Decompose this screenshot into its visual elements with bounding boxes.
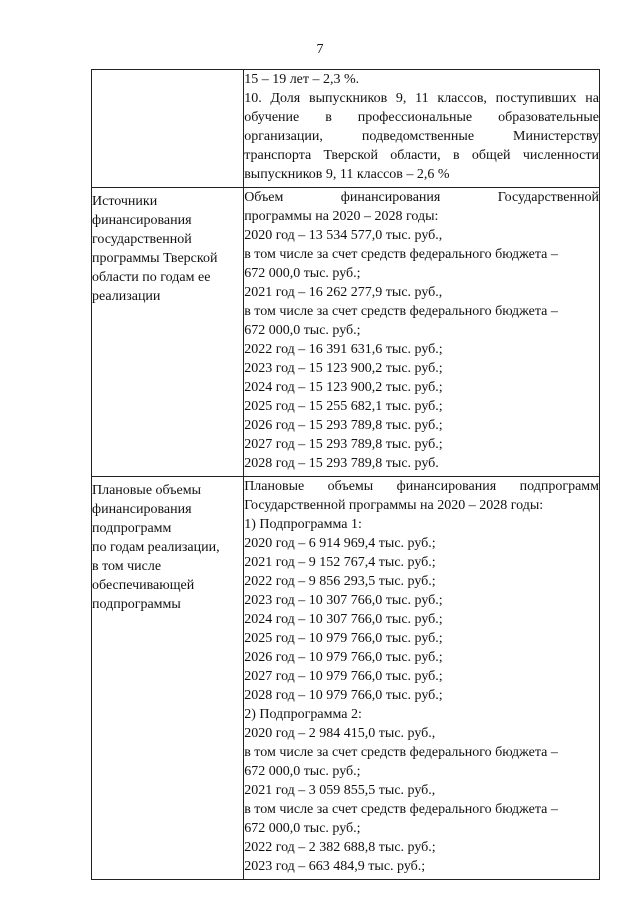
content-line: выпускников 9, 11 классов – 2,6 % xyxy=(244,167,450,182)
content-line: 2020 год – 2 984 415,0 тыс. руб., xyxy=(244,726,436,741)
content-line: 2027 год – 15 293 789,8 тыс. руб.; xyxy=(244,437,443,452)
content-line: 2021 год – 16 262 277,9 тыс. руб., xyxy=(244,285,443,300)
content-line: 672 000,0 тыс. руб.; xyxy=(244,323,361,338)
content-line: в том числе за счет средств федерального бюджета – xyxy=(244,745,558,760)
label-line: реализации xyxy=(92,289,161,304)
content-line: 2024 год – 15 123 900,2 тыс. руб.; xyxy=(244,380,443,395)
content-line: 2023 год – 10 307 766,0 тыс. руб.; xyxy=(244,593,443,608)
content-line: 672 000,0 тыс. руб.; xyxy=(244,266,361,281)
content-line: Объем финансирования Государственной xyxy=(244,190,599,205)
content-line: 1) Подпрограмма 1: xyxy=(244,517,362,532)
row-label-cell xyxy=(92,70,244,188)
content-line: Государственной программы на 2020 – 2028 годы: xyxy=(244,498,544,513)
content-line: в том числе за счет средств федерального бюджета – xyxy=(244,247,558,262)
program-passport-table xyxy=(91,69,600,880)
label-line: по годам реализации, xyxy=(92,540,220,555)
content-line: организации, подведомственные Министерству xyxy=(244,129,599,144)
content-line: 2023 год – 663 484,9 тыс. руб.; xyxy=(244,859,426,874)
content-line: 15 – 19 лет – 2,3 %. xyxy=(244,72,360,87)
content-line: 2024 год – 10 307 766,0 тыс. руб.; xyxy=(244,612,443,627)
label-line: финансирования xyxy=(92,213,192,228)
row-content-cell xyxy=(244,477,600,880)
label-line: в том числе xyxy=(92,559,162,574)
label-line: подпрограмм xyxy=(92,521,172,536)
row-content-cell xyxy=(244,70,600,188)
content-line: в том числе за счет средств федерального бюджета – xyxy=(244,802,558,817)
label-line: Плановые объемы xyxy=(92,483,202,498)
content-line: 2026 год – 10 979 766,0 тыс. руб.; xyxy=(244,650,443,665)
content-line: 2027 год – 10 979 766,0 тыс. руб.; xyxy=(244,669,443,684)
row-content-cell xyxy=(244,188,600,477)
content-line: программы на 2020 – 2028 годы: xyxy=(244,209,439,224)
content-line: 2022 год – 2 382 688,8 тыс. руб.; xyxy=(244,840,436,855)
content-line: 2021 год – 3 059 855,5 тыс. руб., xyxy=(244,783,436,798)
content-line: 2025 год – 10 979 766,0 тыс. руб.; xyxy=(244,631,443,646)
content-line: транспорта Тверской области, в общей численности xyxy=(244,148,599,163)
content-line: 2028 год – 10 979 766,0 тыс. руб.; xyxy=(244,688,443,703)
table-body xyxy=(92,70,600,880)
table-row-indicators xyxy=(92,70,600,188)
content-line: 10. Доля выпускников 9, 11 классов, поступивших на xyxy=(244,91,599,106)
label-line: Источники xyxy=(92,194,158,209)
content-line: 2028 год – 15 293 789,8 тыс. руб. xyxy=(244,456,439,471)
label-line: государственной xyxy=(92,232,192,247)
row-label-cell xyxy=(92,477,244,880)
table-row-subprogram-funding xyxy=(92,477,600,880)
table-row-funding-sources xyxy=(92,188,600,477)
content-line: 2022 год – 9 856 293,5 тыс. руб.; xyxy=(244,574,436,589)
content-line: Плановые объемы финансирования подпрограмм xyxy=(244,479,599,494)
content-line: 2023 год – 15 123 900,2 тыс. руб.; xyxy=(244,361,443,376)
row-label-cell xyxy=(92,188,244,477)
page-number: 7 xyxy=(316,42,324,57)
label-line: подпрограммы xyxy=(92,597,181,612)
content-line: 2) Подпрограмма 2: xyxy=(244,707,362,722)
content-line: 672 000,0 тыс. руб.; xyxy=(244,764,361,779)
label-line: финансирования xyxy=(92,502,192,517)
content-line: 2026 год – 15 293 789,8 тыс. руб.; xyxy=(244,418,443,433)
label-line: программы Тверской xyxy=(92,251,218,266)
content-line: 2020 год – 6 914 969,4 тыс. руб.; xyxy=(244,536,436,551)
content-line: 672 000,0 тыс. руб.; xyxy=(244,821,361,836)
content-line: 2020 год – 13 534 577,0 тыс. руб., xyxy=(244,228,443,243)
label-line: обеспечивающей xyxy=(92,578,195,593)
label-line: области по годам ее xyxy=(92,270,211,285)
content-line: 2025 год – 15 255 682,1 тыс. руб.; xyxy=(244,399,443,414)
content-line: в том числе за счет средств федерального бюджета – xyxy=(244,304,558,319)
content-line: обучение в профессиональные образовательные xyxy=(244,110,599,125)
content-line: 2021 год – 9 152 767,4 тыс. руб.; xyxy=(244,555,436,570)
content-line: 2022 год – 16 391 631,6 тыс. руб.; xyxy=(244,342,443,357)
